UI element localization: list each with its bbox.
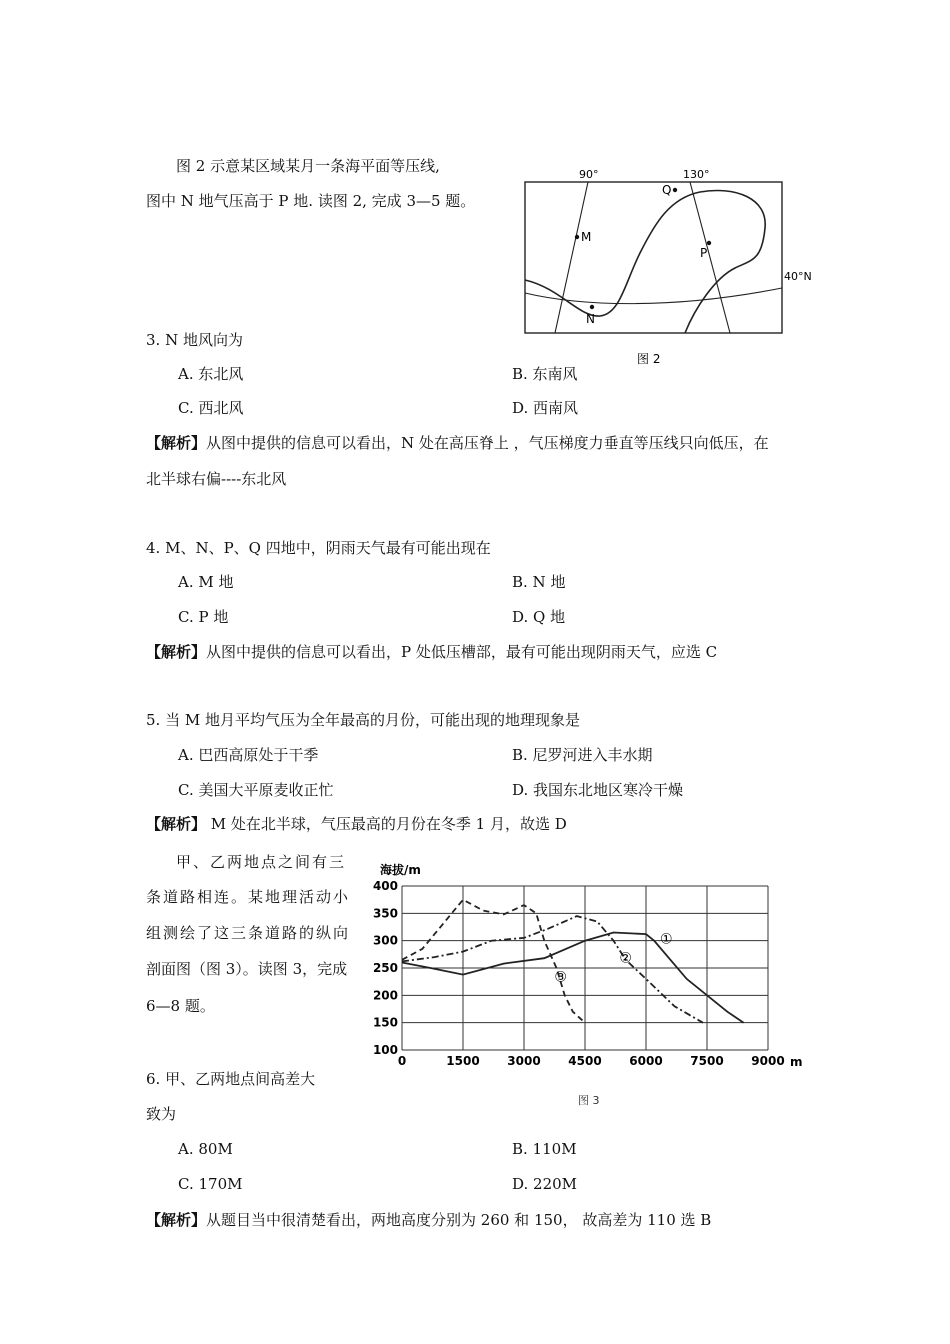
q5-option-c: C. 美国大平原麦收正忙 (178, 781, 334, 799)
series-line-1 (402, 933, 744, 1023)
figure-2-caption: 图 2 (637, 352, 661, 366)
q3-option-d: D. 西南风 (512, 399, 579, 417)
point-q (673, 188, 677, 192)
meridian-90 (555, 182, 588, 333)
q5-analysis-text: M 处在北半球，气压最高的月份在冬季 1 月，故选 D (206, 815, 567, 833)
intro2-line-3: 组测绘了这三条道路的纵向 (146, 924, 351, 942)
x-tick-label: 1500 (446, 1054, 480, 1068)
q5-option-b: B. 尼罗河进入丰水期 (512, 746, 653, 764)
q6-analysis (146, 1210, 711, 1230)
x-tick-label: 0 (397, 1054, 407, 1068)
q4-option-b: B. N 地 (512, 573, 566, 591)
q5-option-d: D. 我国东北地区寒冷干燥 (512, 781, 684, 799)
figure-2-map (520, 168, 820, 372)
q5-option-a: A. 巴西高原处于干季 (178, 746, 319, 764)
y-tick-label: 400 (372, 879, 398, 893)
q3-analysis-tag: 【解析】 (146, 434, 207, 452)
map-frame (525, 182, 782, 333)
x-tick-label: 9000 (751, 1054, 785, 1068)
point-p (707, 241, 711, 245)
q3-analysis-line-2: 北半球右偏----东北风 (146, 470, 287, 488)
q3-stem: 3. N 地风向为 (146, 331, 243, 349)
point-n (590, 305, 594, 309)
q6-analysis-tag: 【解析】 (146, 1211, 207, 1229)
label-p: P (700, 246, 708, 260)
label-lon-130: 130° (683, 168, 710, 181)
intro2-line-2: 条道路相连。某地理活动小 (146, 888, 351, 906)
q4-option-a: A. M 地 (178, 573, 234, 591)
q3-analysis-text: 从图中提供的信息可以看出，N 处在高压脊上 ，气压梯度力垂直等压线只向低压，在 (206, 434, 769, 452)
x-tick-label: 4500 (568, 1054, 602, 1068)
intro2-line-4: 剖面图（图 3）。读图 3，完成 (146, 960, 348, 978)
series-line-3 (402, 900, 585, 1023)
y-tick-label: 200 (372, 988, 398, 1003)
intro-line-1: 图 2 示意某区域某月一条海平面等压线, (176, 157, 440, 175)
y-tick-label: 300 (372, 933, 398, 948)
series-line-2 (402, 916, 703, 1023)
chart-ylabel: 海拔/m (380, 863, 421, 877)
intro2-line-1: 甲、乙两地点之间有三 (176, 853, 347, 871)
x-tick-label: 6000 (629, 1054, 663, 1068)
q4-analysis-tag: 【解析】 (146, 643, 207, 661)
q3-option-a: A. 东北风 (178, 365, 244, 383)
figure-3-chart (370, 856, 810, 1108)
q4-option-d: D. Q 地 (512, 608, 566, 626)
q4-analysis-text: 从图中提供的信息可以看出，P 处低压槽部，最有可能出现阴雨天气，应选 C (206, 643, 718, 661)
series-label-3: ③ (554, 969, 567, 986)
label-lon-90: 90° (579, 168, 599, 181)
series-label-1: ① (660, 931, 673, 948)
q5-analysis (146, 814, 567, 834)
label-m: M (581, 230, 592, 244)
label-lat-40n: 40°N (784, 270, 812, 283)
chart-xlabel: m (790, 1055, 803, 1069)
q3-analysis-line-1 (146, 433, 769, 453)
q6-stem-line-2: 致为 (146, 1105, 177, 1123)
q4-analysis (146, 642, 717, 662)
q6-option-d: D. 220M (512, 1175, 578, 1193)
intro2-line-5: 6—8 题。 (146, 997, 215, 1015)
q3-option-c: C. 西北风 (178, 399, 244, 417)
y-tick-label: 350 (372, 906, 398, 921)
y-tick-label: 250 (372, 961, 398, 975)
x-tick-label: 7500 (690, 1054, 724, 1068)
q6-analysis-text: 从题目当中很清楚看出，两地高度分别为 260 和 150， 故高差为 110 选 B (206, 1211, 712, 1229)
point-m (575, 235, 579, 239)
q6-stem-line-1: 6. 甲、乙两地点间高差大 (146, 1070, 316, 1088)
series-label-2: ② (619, 950, 632, 967)
q5-analysis-tag: 【解析】 (146, 815, 207, 833)
q6-option-b: B. 110M (512, 1140, 577, 1158)
q5-stem: 5. 当 M 地月平均气压为全年最高的月份，可能出现的地理现象是 (146, 711, 580, 729)
q3-option-b: B. 东南风 (512, 365, 578, 383)
chart-title: 图 3 (578, 1094, 600, 1107)
label-q: Q (662, 183, 672, 197)
label-n: N (586, 312, 595, 326)
y-tick-label: 150 (372, 1015, 398, 1030)
isobar-line (525, 191, 765, 334)
y-tick-label: 100 (372, 1043, 398, 1057)
x-tick-label: 3000 (507, 1054, 541, 1068)
q4-stem: 4. M、N、P、Q 四地中，阴雨天气最有可能出现在 (146, 539, 491, 557)
q6-option-a: A. 80M (178, 1140, 233, 1158)
q4-option-c: C. P 地 (178, 608, 229, 626)
q6-option-c: C. 170M (178, 1175, 243, 1193)
intro-line-2: 图中 N 地气压高于 P 地. 读图 2, 完成 3—5 题。 (146, 192, 476, 210)
